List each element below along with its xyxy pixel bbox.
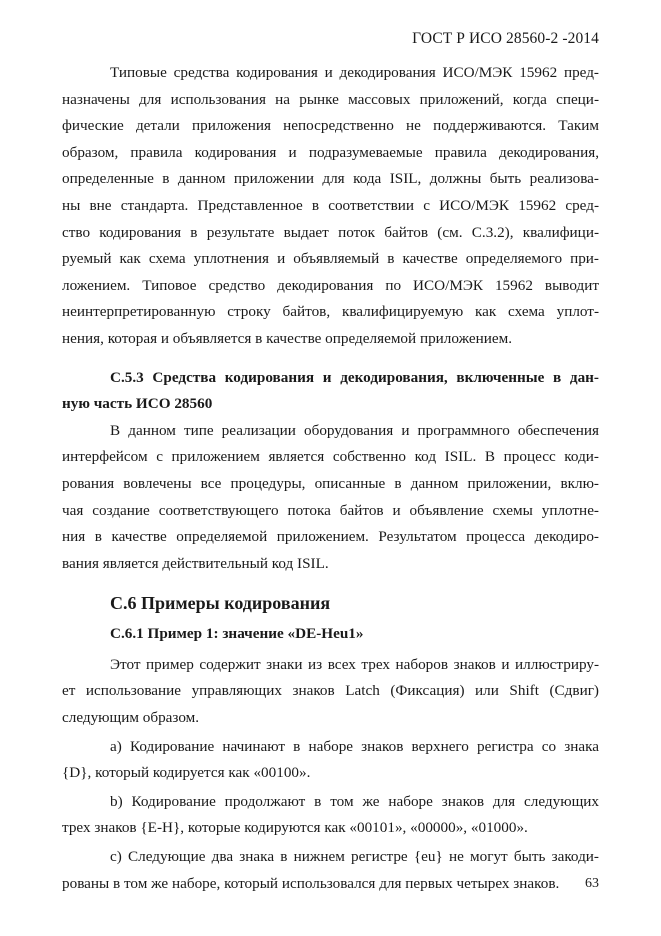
paragraph-generic-tools-line: Типовые средства кодирования и декодирования ИСО/МЭК 15962 пред- [110,64,599,81]
page-header: ГОСТ Р ИСО 28560-2 -2014 [412,30,599,47]
list-item-a-line: {D}, который кодируется как «00100». [62,764,311,782]
paragraph-generic-tools-line: ны вне стандарта. Представленное в соответствии с ИСО/МЭК 15962 сред- [62,196,599,214]
heading-c53 [62,365,599,418]
paragraph-generic-tools-line: фические детали приложения непосредственно не поддерживаются. Таким [62,117,599,135]
paragraph-hw-sw-implementation [62,418,599,578]
list-item-c-line: с) Следующие два знака в нижнем регистре {eu} не могут быть закоди- [110,848,599,866]
paragraph-generic-tools-line: определенные в данном приложении для кода ISIL, должны быть реализова- [62,170,599,188]
paragraph-generic-tools-line: неинтерпретированную строку байтов, квалифицируемую как схема уплот- [62,303,599,321]
list-item-c [62,844,599,897]
list-item-a-line: а) Кодирование начинают в наборе знаков верхнего регистра со знака [110,737,599,755]
paragraph-example-intro-line: Этот пример содержит знаки из всех трех наборов знаков и иллюстриру- [110,655,599,673]
heading-c53-line: С.5.3 Средства кодирования и декодирования, включенные в дан- [110,368,599,386]
list-item-c-line: рованы в том же наборе, который использовался для первых четырех знаков. [62,874,560,892]
paragraph-generic-tools-line: ство кодирования в результате выдает поток байтов (см. С.3.2), квалифици- [62,223,599,241]
list-item-b [62,789,599,842]
document-body [62,60,599,897]
paragraph-example-intro-line: ет использование управляющих знаков Latch (Фиксация) или Shift (Сдвиг) [62,682,599,700]
paragraph-hw-sw-implementation-line: В данном типе реализации оборудования и программного обеспечения [110,421,599,439]
list-item-b-line: b) Кодирование продолжают в том же наборе знаков для следующих [110,792,599,810]
paragraph-hw-sw-implementation-line: интерфейсом с приложением является собственно код ISIL. В процесс коди- [62,448,599,466]
paragraph-hw-sw-implementation-line: чая создание соответствующего потока байтов и объявление схемы уплотне- [62,501,599,519]
paragraph-generic-tools-line: ложением. Типовое средство декодирования по ИСО/МЭК 15962 выводит [62,276,599,294]
paragraph-generic-tools-line: руемый как схема уплотнения и объявляемый в качестве определяемого при- [62,250,599,268]
paragraph-generic-tools-line: назначены для использования на рынке массовых приложений, когда специ- [62,90,599,108]
heading-c53-line: ную часть ИСО 28560 [62,395,213,413]
paragraph-example-intro-line: следующим образом. [62,709,200,727]
list-item-a [62,734,599,787]
paragraph-hw-sw-implementation-line: рования вовлечены все процедуры, описанные в данном приложении, вклю- [62,474,599,492]
heading-c6: С.6 Примеры кодирования [110,593,331,614]
paragraph-example-intro [62,652,599,732]
paragraph-hw-sw-implementation-line: вания является действительный код ISIL. [62,554,329,572]
paragraph-generic-tools-line: нения, которая и объявляется в качестве определяемой приложением. [62,329,513,347]
page-number: 63 [585,876,599,891]
paragraph-hw-sw-implementation-line: ния в качестве определяемой приложением. Результатом процесса декодиро- [62,528,599,546]
list-item-b-line: трех знаков {E-H}, которые кодируются как «00101», «00000», «01000». [62,819,528,837]
paragraph-generic-tools [62,60,599,353]
paragraph-generic-tools-line: образом, правила кодирования и подразумеваемые правила декодирования, [62,143,599,161]
heading-c61: С.6.1 Пример 1: значение «DE-Heu1» [110,625,364,643]
